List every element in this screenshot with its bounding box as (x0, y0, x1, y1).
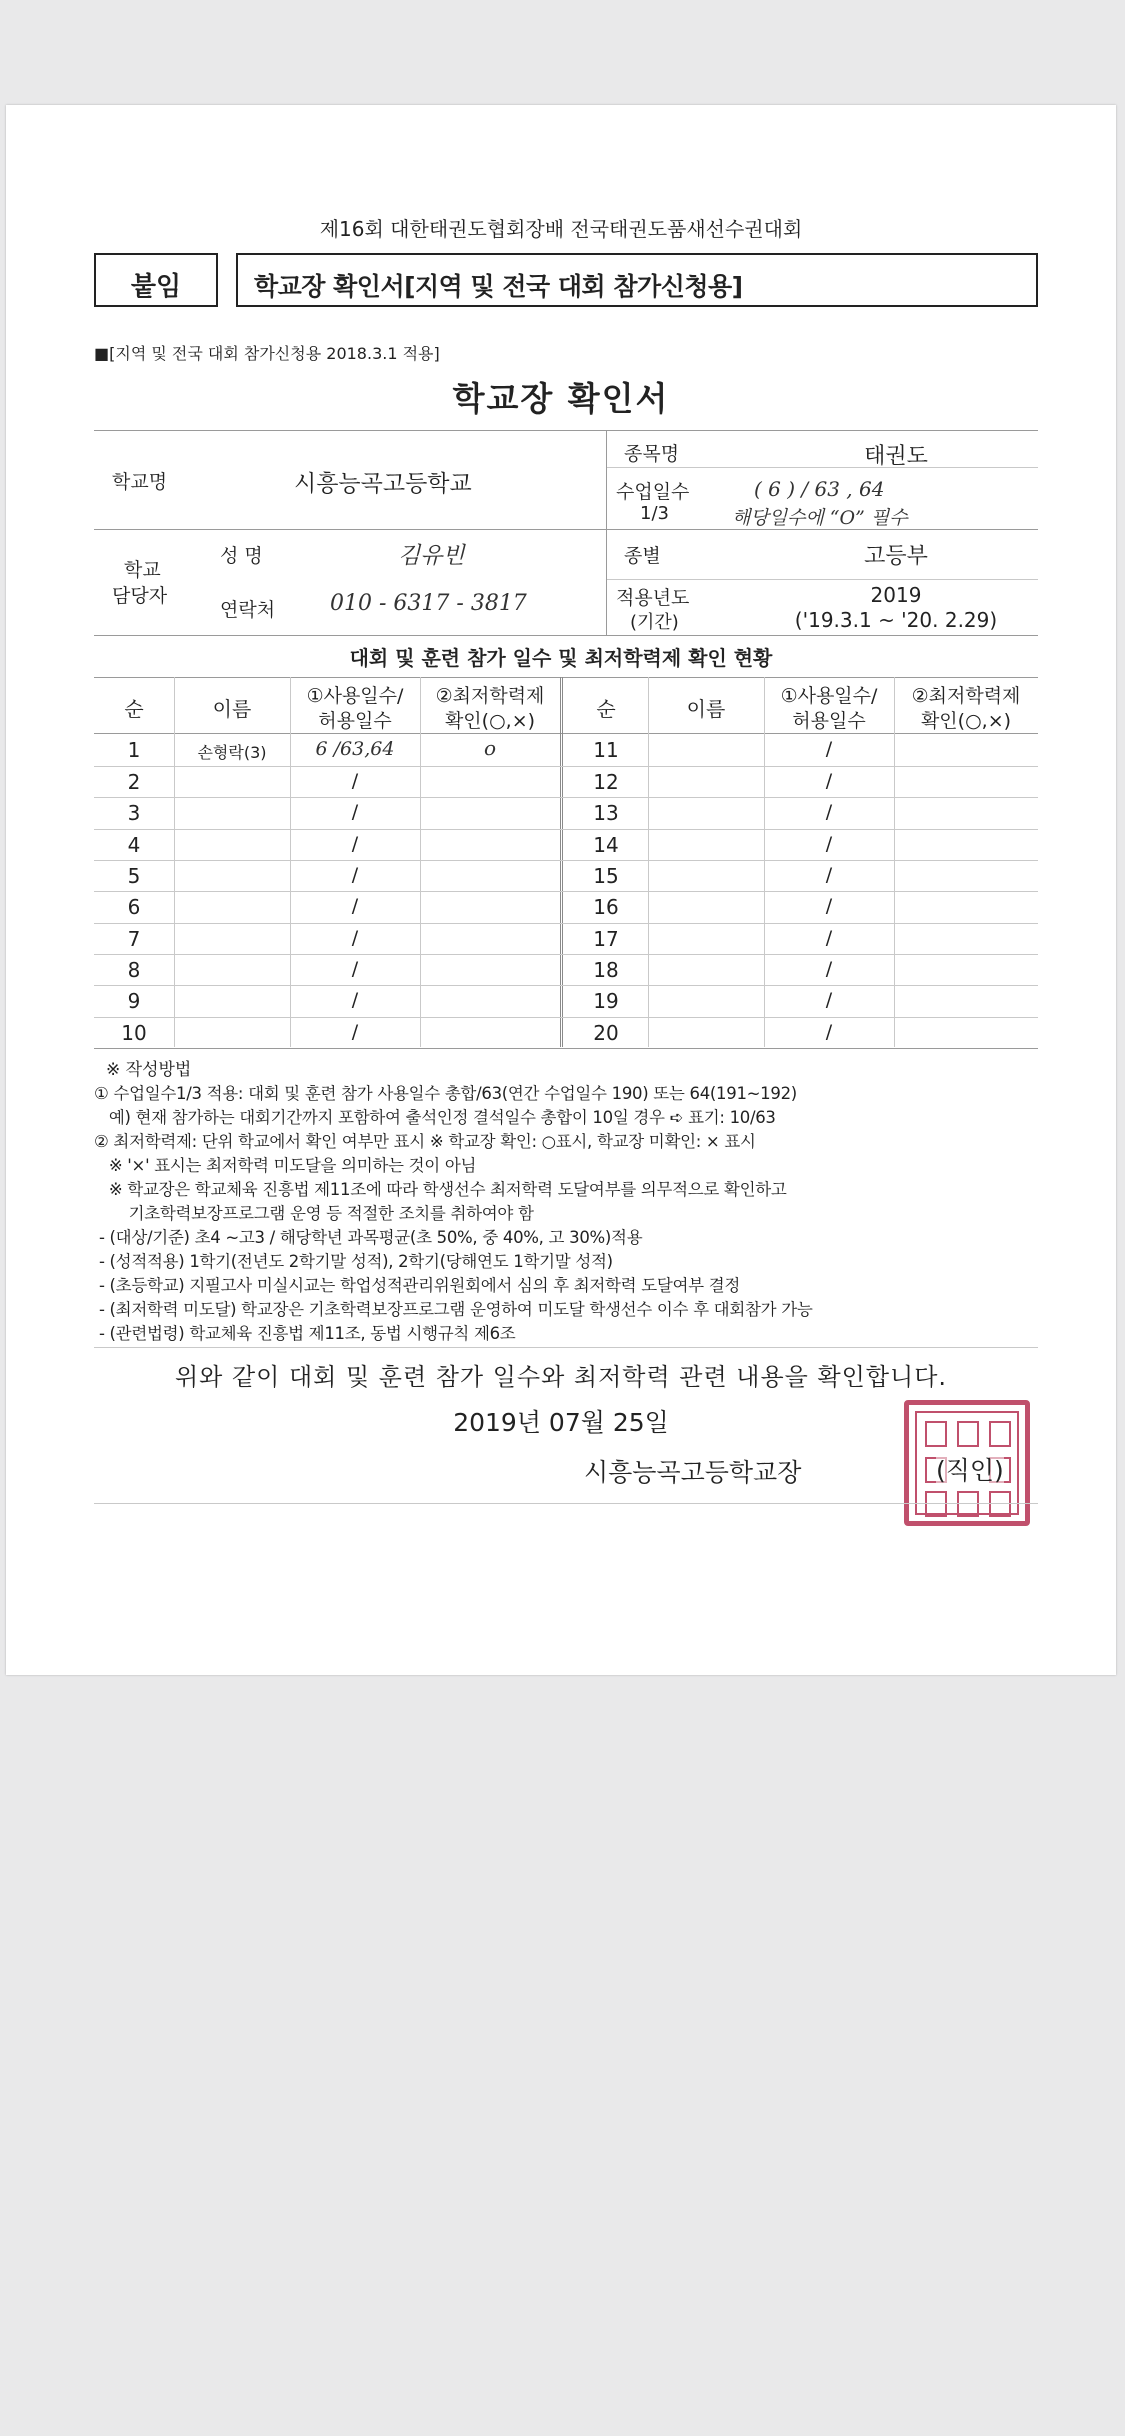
divider (94, 1503, 1038, 1504)
period-value: ('19.3.1 ~ '20. 2.29) (794, 608, 998, 632)
name-value: 김유빈 (398, 543, 465, 569)
status-title: 대회 및 훈련 참가 일수 및 최저학력제 확인 현황 (349, 646, 773, 670)
sport-value: 태권도 (864, 444, 928, 469)
row-days: / (825, 1021, 833, 1043)
note-line: 예) 현재 참가하는 대회기간까지 포함하여 출석인정 결석일수 총합이 10일 경우 ➪ 표기: 10/63 (94, 1108, 776, 1127)
col-header-days: ①사용일수/ (306, 685, 404, 707)
days-value: ( 6 ) / 63 , 64 (754, 477, 885, 501)
row-days: / (351, 1021, 359, 1043)
row-days: / (825, 833, 833, 855)
row-days: / (351, 801, 359, 823)
row-days: / (351, 895, 359, 917)
row-no: 7 (127, 927, 141, 951)
row-days: / (825, 801, 833, 823)
note-line: - (성적적용) 1학기(전년도 2학기말 성적), 2학기(당해연도 1학기말 성적) (94, 1252, 613, 1271)
event-title: 제16회 대한태권도협회장배 전국태권도품새선수권대회 (319, 217, 803, 241)
row-divider (94, 891, 1038, 892)
category-value: 고등부 (864, 544, 928, 569)
year-label: 적용년도 (616, 587, 690, 609)
row-divider (94, 923, 1038, 924)
row-divider (94, 860, 1038, 861)
row-days: / (351, 833, 359, 855)
divider (606, 579, 1038, 580)
row-no: 17 (593, 927, 619, 951)
col-header-no-right: 순 (596, 697, 616, 721)
attachment-label: 붙임 (130, 272, 182, 302)
row-no: 6 (127, 895, 141, 919)
col-header-days-right: ①사용일수/ (780, 685, 878, 707)
row-days: / (825, 770, 833, 792)
note-line: ① 수업일수1/3 적용: 대회 및 훈련 참가 사용일수 총합/63(연간 수업일수 190) 또는 64(191~192) (94, 1084, 797, 1103)
days-label: 수업일수 (616, 481, 690, 503)
manager-label-1: 학교 (124, 559, 161, 581)
divider (894, 677, 895, 1047)
col-header-name-right: 이름 (686, 697, 726, 721)
table-center-divider (560, 677, 563, 1047)
row-days: / (351, 989, 359, 1011)
row-days: / (351, 958, 359, 980)
row-days: / (825, 895, 833, 917)
row-no: 13 (593, 801, 619, 825)
row-no: 16 (593, 895, 619, 919)
col-header-days-sub: 허용일수 (318, 710, 392, 732)
col-header-check-right: ②최저학력제 (911, 685, 1021, 707)
applicability-note: ■[지역 및 전국 대회 참가신청용 2018.3.1 적용] (94, 344, 440, 363)
divider (94, 635, 1038, 636)
row-days: / (351, 864, 359, 886)
row-no: 9 (127, 989, 141, 1013)
row-no: 10 (121, 1021, 147, 1045)
row-days: / (825, 738, 833, 760)
table-top-border (94, 677, 1038, 678)
note-line: - (초등학교) 지필고사 미실시교는 학업성적관리위원회에서 심의 후 최저학력 도달여부 결정 (94, 1276, 741, 1295)
row-divider (94, 985, 1038, 986)
confirmation-statement: 위와 같이 대회 및 훈련 참가 일수와 최저학력 관련 내용을 확인합니다. (174, 1363, 948, 1391)
row-days: / (351, 770, 359, 792)
col-header-name: 이름 (212, 697, 252, 721)
header-divider (94, 733, 1038, 734)
note-line: - (관련법령) 학교체육 진흥법 제11조, 동법 시행규칙 제6조 (94, 1324, 516, 1343)
divider (174, 677, 175, 1047)
row-divider (94, 954, 1038, 955)
confirmation-date: 2019년 07월 25일 (453, 1408, 669, 1437)
principal-signature-label: 시흥능곡고등학교장 (584, 1458, 802, 1487)
row-days: / (825, 864, 833, 886)
row-name: 손형락(3) (197, 743, 267, 762)
attachment-box (94, 253, 218, 307)
seal-label: (직인) (936, 1451, 1004, 1487)
one-third-label: 1/3 (640, 503, 669, 524)
col-header-no: 순 (124, 697, 144, 721)
period-label: (기간) (630, 612, 679, 633)
sport-label: 종목명 (624, 443, 680, 465)
row-no: 11 (593, 738, 619, 762)
header-title-box (236, 253, 1038, 307)
divider (94, 1347, 1038, 1348)
table-bottom-border (94, 1048, 1038, 1049)
note-line: ② 최저학력제: 단위 학교에서 확인 여부만 표시 ※ 학교장 확인: ○표시, 학교장 미확인: × 표시 (94, 1132, 756, 1151)
row-no: 3 (127, 801, 141, 825)
category-label: 종별 (624, 545, 661, 567)
row-no: 14 (593, 833, 619, 857)
row-no: 20 (593, 1021, 619, 1045)
row-no: 4 (127, 833, 141, 857)
col-header-check-sub: 확인(○,×) (444, 710, 536, 732)
one-third-note: 해당일수에 “O” 필수 (732, 507, 908, 529)
col-header-days-sub-right: 허용일수 (792, 710, 866, 732)
row-no: 5 (127, 864, 141, 888)
header-title: 학교장 확인서[지역 및 전국 대회 참가신청용] (254, 272, 743, 301)
school-label: 학교명 (112, 471, 168, 493)
divider (648, 677, 649, 1047)
row-divider (94, 1017, 1038, 1018)
row-no: 19 (593, 989, 619, 1013)
row-days: 6 /63,64 (315, 738, 395, 760)
note-line: 기초학력보장프로그램 운영 등 적절한 조치를 취하여야 함 (94, 1204, 534, 1223)
divider (606, 430, 607, 635)
manager-label-2: 담당자 (112, 585, 168, 607)
row-days: / (825, 989, 833, 1011)
row-days: / (825, 927, 833, 949)
note-line: - (대상/기준) 초4 ~고3 / 해당학년 과목평균(초 50%, 중 40%, 고 30%)적용 (94, 1228, 643, 1247)
name-label: 성 명 (220, 545, 263, 567)
notes-heading: ※ 작성방법 (106, 1060, 192, 1080)
row-days: / (825, 958, 833, 980)
contact-value: 010 - 6317 - 3817 (330, 591, 527, 616)
row-days: / (351, 927, 359, 949)
row-check: o (483, 736, 497, 760)
row-no: 8 (127, 958, 141, 982)
note-line: - (최저학력 미도달) 학교장은 기초학력보장프로그램 운영하여 미도달 학생선수 이수 후 대회참가 가능 (94, 1300, 813, 1319)
document-page (6, 105, 1116, 1675)
row-no: 15 (593, 864, 619, 888)
year-value: 2019 (870, 583, 922, 607)
divider (94, 430, 1038, 431)
row-divider (94, 766, 1038, 767)
note-line: ※ '×' 표시는 최저학력 미도달을 의미하는 것이 아님 (94, 1156, 477, 1175)
contact-label: 연락처 (220, 599, 276, 621)
row-divider (94, 797, 1038, 798)
note-line: ※ 학교장은 학교체육 진흥법 제11조에 따라 학생선수 최저학력 도달여부를 의무적으로 확인하고 (94, 1180, 787, 1199)
row-no: 12 (593, 770, 619, 794)
school-value: 시흥능곡고등학교 (294, 471, 472, 497)
form-title: 학교장 확인서 (452, 379, 670, 418)
col-header-check: ②최저학력제 (435, 685, 545, 707)
row-no: 18 (593, 958, 619, 982)
row-divider (94, 829, 1038, 830)
col-header-check-sub-right: 확인(○,×) (920, 710, 1012, 732)
divider (420, 677, 421, 1047)
row-no: 2 (127, 770, 141, 794)
row-no: 1 (127, 738, 141, 762)
